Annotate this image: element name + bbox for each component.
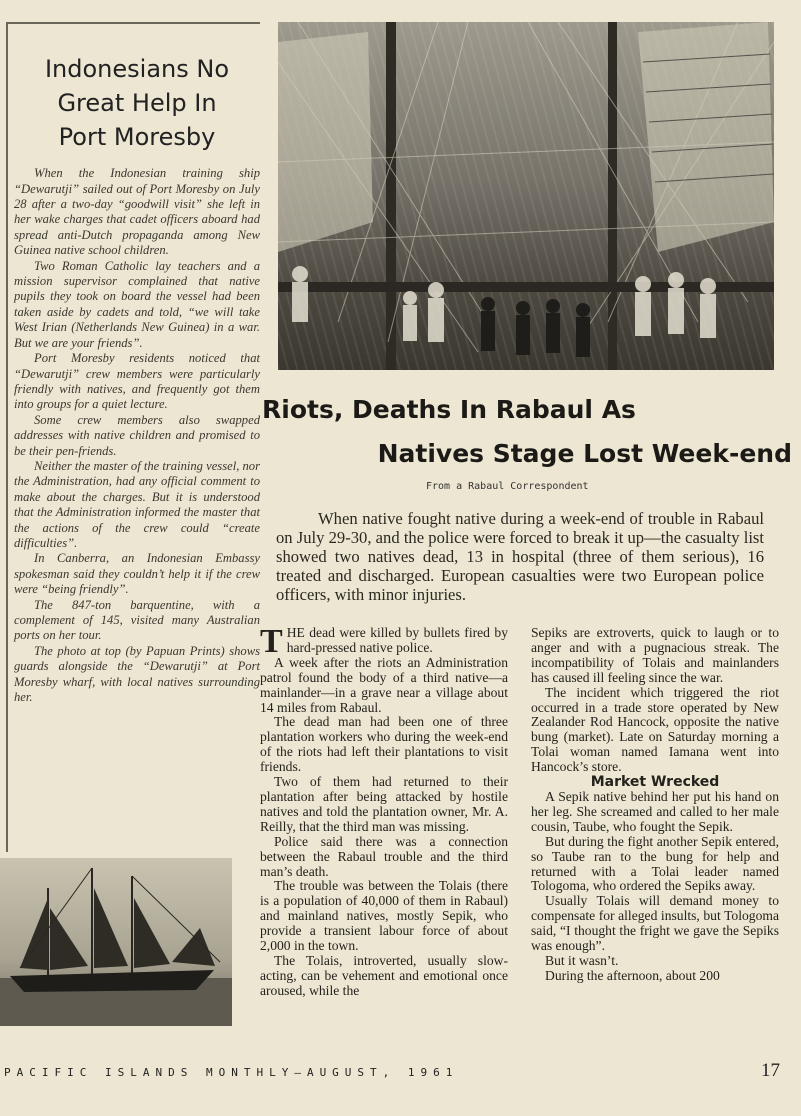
body-paragraph: Usually Tolais will demand money to compensate for alleged insults, but Tologoma said, “I thought the fright we gave the Sepiks was enough”. — [531, 893, 779, 954]
sidebar-paragraph: Two Roman Catholic lay teachers and a mission supervisor complained that native pupils they took on board the vessel had been taken aside by cadets and told, “we will take West Irian (Netherlands New Guinea) in a war. But we are your friends”. — [14, 258, 260, 350]
sidebar-paragraph: The 847-ton barquentine, with a complement of 145, visited many Australian ports on her tour. — [14, 597, 260, 643]
headline-line-1: Riots, Deaths In Rabaul As — [262, 395, 636, 424]
magazine-issue: PACIFIC ISLANDS MONTHLY—AUGUST, 1961 — [4, 1066, 459, 1079]
sidebar-paragraph: Neither the master of the training vessel, nor the Administration, had any official comment to make about the charges. But it is understood that the Administration informed the master that the actions of the crew could “create difficulties”. — [14, 458, 260, 550]
page-footer — [4, 1060, 794, 1086]
sidebar-paragraph: When the Indonesian training ship “Dewarutji” sailed out of Port Moresby on July 28 after a two-day “goodwill visit” she left in her wake charges that cadet officers aboard had spread anti-Dutch propaganda among New Guinea native school children. — [14, 166, 260, 258]
page-number: 17 — [761, 1060, 780, 1081]
main-headline — [262, 388, 792, 476]
body-paragraph: During the afternoon, about 200 — [545, 967, 720, 983]
subheading: Market Wrecked — [590, 774, 720, 791]
sidebar-title: Indonesians No Great Help In Port Moresby — [44, 55, 230, 152]
body-paragraph: Two of them had returned to their plantation after being attacked by hostile natives and told the plantation owner, Mr. A. Reilly, that the third man was missing. — [260, 774, 508, 834]
body-paragraph: The dead man had been one of three plantation workers who during the week-end of the riots had left their plantations to visit friends. — [260, 714, 508, 775]
sidebar-paragraph: Port Moresby residents noticed that “Dewarutji” crew members were particularly friendly with natives, and frequently got them into groups for a quiet lecture. — [14, 351, 260, 412]
sailing-ship-illustration — [0, 858, 232, 1026]
body-paragraph: The Tolais, introverted, usually slow-acting, can be vehement and emotional once aroused, while the — [260, 952, 508, 998]
body-paragraph: But during the fight another Sepik entered, so Taube ran to the bung for help and returned with a Tolai leader named Tologoma, who ordered the Sepiks away. — [531, 833, 779, 894]
body-paragraph: Police said there was a connection between the Rabaul trouble and the third man’s death. — [260, 833, 508, 879]
article-column-1 — [260, 623, 508, 999]
sidebar-paragraph: The photo at top (by Papuan Prints) shows guards alongside the “Dewarutji” at Port Moresby wharf, with local natives surrounding her. — [14, 643, 260, 705]
sidebar-article — [6, 22, 260, 852]
barquentine-photo — [0, 858, 232, 1026]
ship-deck-illustration — [278, 22, 774, 370]
byline: From a Rabaul Correspondent — [426, 481, 589, 492]
body-paragraph: But it wasn’t. — [545, 952, 619, 968]
drop-cap: T — [260, 623, 283, 660]
article-column-2 — [531, 626, 779, 984]
body-paragraph: The incident which triggered the riot occurred in a trade store operated by New Zealander Rod Hancock, opposite the native bung (market). Late on Saturday morning a Tolai woman named Iamana went into Hancock’s store. — [531, 684, 779, 775]
body-paragraph: Sepiks are extroverts, quick to laugh or to anger and with a pugnacious streak. The incompatibility of Tolais and mainlanders has caused ill feeling since the war. — [531, 625, 779, 685]
headline-line-2: Natives Stage Lost Week-end — [377, 439, 792, 468]
ship-deck-photo — [278, 22, 774, 370]
sidebar-paragraph: Some crew members also swapped addresses with native children and promised to be their pen-friends. — [14, 412, 260, 458]
body-paragraph: The trouble was between the Tolais (there is a population of 40,000 of them in Rabaul) and mainland natives, mostly Sepik, who provide a transient labour force of about 2,000 in the town. — [260, 878, 508, 954]
intro-paragraph: When native fought native during a week-end of trouble in Rabaul on July 29-30, and the police were forced to break it up—the casualty list showed two natives dead, 13 in hospital (three of them serious), 16 treated and discharged. European casualties were two European police officers, with minor injuries. — [276, 509, 764, 604]
sidebar-paragraph: In Canberra, an Indonesian Embassy spokesman said they couldn’t help it if the crew were “being friendly”. — [14, 551, 260, 597]
lead-paragraph: THE dead were killed by bullets fired by hard-pressed native police. — [260, 623, 508, 660]
body-paragraph: A week after the riots an Administration patrol found the body of a third native—a mainlander—in a grave near a village about 14 miles from Rabaul. — [260, 654, 508, 715]
body-paragraph: A Sepik native behind her put his hand on her leg. She screamed and called to her male cousin, Taube, who fought the Sepik. — [531, 788, 779, 834]
